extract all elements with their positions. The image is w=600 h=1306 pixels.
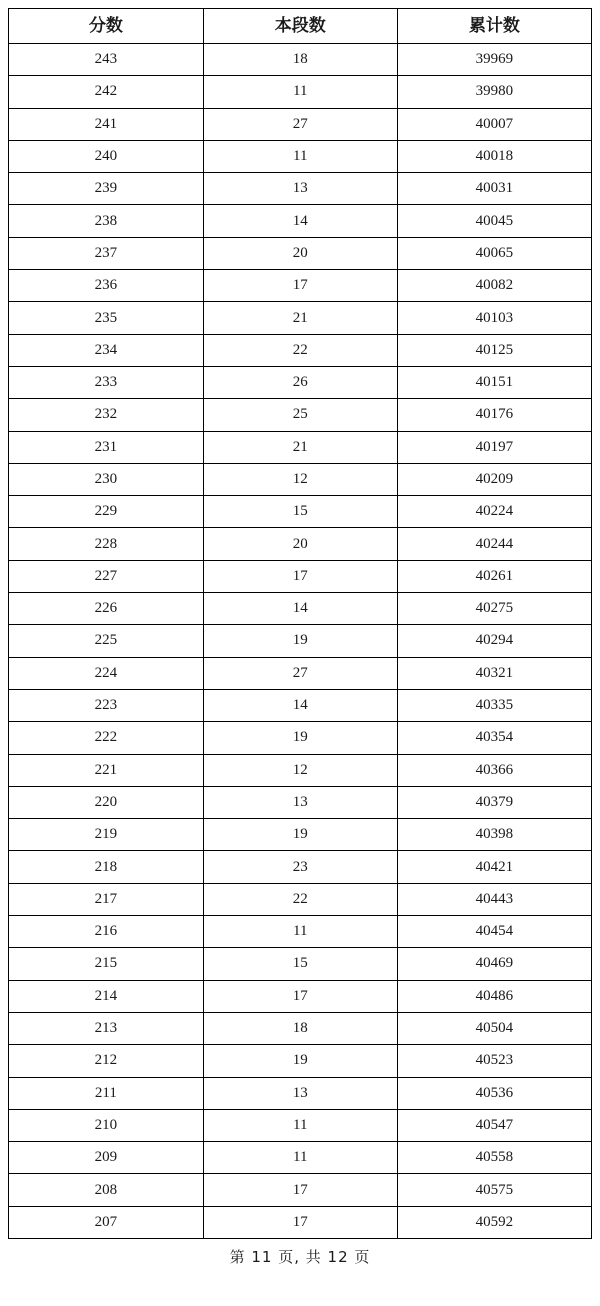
cell-score: 232 — [9, 399, 204, 431]
table-row — [9, 173, 592, 205]
cell-cumulative-count: 40335 — [397, 689, 591, 721]
cell-cumulative-count: 40197 — [397, 431, 591, 463]
cell-segment-count: 11 — [203, 1109, 397, 1141]
table-header-row — [9, 9, 592, 44]
table-row — [9, 270, 592, 302]
cell-cumulative-count: 39980 — [397, 76, 591, 108]
table-row — [9, 948, 592, 980]
cell-segment-count: 19 — [203, 1045, 397, 1077]
column-header-score: 分数 — [9, 9, 204, 44]
table-row — [9, 754, 592, 786]
table-row — [9, 44, 592, 76]
cell-segment-count: 12 — [203, 754, 397, 786]
cell-cumulative-count: 40018 — [397, 140, 591, 172]
cell-cumulative-count: 40421 — [397, 851, 591, 883]
cell-segment-count: 27 — [203, 657, 397, 689]
cell-segment-count: 17 — [203, 270, 397, 302]
cell-cumulative-count: 40469 — [397, 948, 591, 980]
cell-segment-count: 17 — [203, 1174, 397, 1206]
cell-score: 240 — [9, 140, 204, 172]
table-row — [9, 1142, 592, 1174]
cell-score: 225 — [9, 625, 204, 657]
cell-cumulative-count: 40294 — [397, 625, 591, 657]
cell-score: 228 — [9, 528, 204, 560]
table-row — [9, 399, 592, 431]
table-row — [9, 722, 592, 754]
cell-score: 212 — [9, 1045, 204, 1077]
cell-segment-count: 15 — [203, 948, 397, 980]
table-body — [9, 44, 592, 1239]
cell-score: 241 — [9, 108, 204, 140]
cell-segment-count: 18 — [203, 44, 397, 76]
table-row — [9, 657, 592, 689]
table-row — [9, 625, 592, 657]
cell-cumulative-count: 40082 — [397, 270, 591, 302]
cell-cumulative-count: 40125 — [397, 334, 591, 366]
cell-cumulative-count: 40547 — [397, 1109, 591, 1141]
table-row — [9, 302, 592, 334]
cell-segment-count: 21 — [203, 431, 397, 463]
cell-cumulative-count: 40504 — [397, 1012, 591, 1044]
cell-segment-count: 20 — [203, 528, 397, 560]
cell-score: 238 — [9, 205, 204, 237]
table-row — [9, 528, 592, 560]
cell-segment-count: 13 — [203, 786, 397, 818]
cell-score: 227 — [9, 560, 204, 592]
cell-segment-count: 17 — [203, 980, 397, 1012]
cell-segment-count: 13 — [203, 1077, 397, 1109]
table-row — [9, 334, 592, 366]
table-row — [9, 1045, 592, 1077]
cell-cumulative-count: 40224 — [397, 496, 591, 528]
table-row — [9, 1174, 592, 1206]
page-footer: 第 11 页, 共 12 页 — [229, 1247, 371, 1266]
cell-score: 209 — [9, 1142, 204, 1174]
cell-cumulative-count: 40366 — [397, 754, 591, 786]
cell-cumulative-count: 40443 — [397, 883, 591, 915]
cell-score: 242 — [9, 76, 204, 108]
cell-score: 235 — [9, 302, 204, 334]
cell-segment-count: 14 — [203, 689, 397, 721]
table-row — [9, 76, 592, 108]
cell-segment-count: 20 — [203, 237, 397, 269]
cell-cumulative-count: 40536 — [397, 1077, 591, 1109]
cell-score: 237 — [9, 237, 204, 269]
cell-cumulative-count: 40398 — [397, 819, 591, 851]
cell-segment-count: 11 — [203, 916, 397, 948]
score-distribution-table — [8, 8, 592, 1239]
table-row — [9, 980, 592, 1012]
cell-cumulative-count: 40151 — [397, 366, 591, 398]
column-header-cumulative-count: 累计数 — [397, 9, 591, 44]
cell-cumulative-count: 40244 — [397, 528, 591, 560]
cell-segment-count: 14 — [203, 593, 397, 625]
cell-score: 236 — [9, 270, 204, 302]
cell-cumulative-count: 40275 — [397, 593, 591, 625]
cell-score: 224 — [9, 657, 204, 689]
cell-score: 230 — [9, 463, 204, 495]
cell-score: 219 — [9, 819, 204, 851]
cell-score: 215 — [9, 948, 204, 980]
cell-segment-count: 22 — [203, 334, 397, 366]
cell-segment-count: 23 — [203, 851, 397, 883]
cell-segment-count: 22 — [203, 883, 397, 915]
cell-score: 210 — [9, 1109, 204, 1141]
cell-segment-count: 14 — [203, 205, 397, 237]
cell-segment-count: 25 — [203, 399, 397, 431]
cell-score: 223 — [9, 689, 204, 721]
table-row — [9, 496, 592, 528]
cell-segment-count: 11 — [203, 140, 397, 172]
cell-score: 208 — [9, 1174, 204, 1206]
table-row — [9, 916, 592, 948]
table-row — [9, 1077, 592, 1109]
table-row — [9, 851, 592, 883]
cell-segment-count: 17 — [203, 560, 397, 592]
cell-cumulative-count: 40523 — [397, 1045, 591, 1077]
cell-cumulative-count: 40592 — [397, 1206, 591, 1238]
cell-score: 213 — [9, 1012, 204, 1044]
cell-segment-count: 27 — [203, 108, 397, 140]
cell-score: 229 — [9, 496, 204, 528]
cell-segment-count: 18 — [203, 1012, 397, 1044]
cell-cumulative-count: 40454 — [397, 916, 591, 948]
cell-score: 234 — [9, 334, 204, 366]
table-row — [9, 786, 592, 818]
cell-cumulative-count: 40321 — [397, 657, 591, 689]
cell-segment-count: 11 — [203, 76, 397, 108]
cell-score: 243 — [9, 44, 204, 76]
table-row — [9, 108, 592, 140]
table-row — [9, 140, 592, 172]
table-row — [9, 205, 592, 237]
cell-segment-count: 19 — [203, 819, 397, 851]
table-row — [9, 237, 592, 269]
table-row — [9, 431, 592, 463]
cell-score: 222 — [9, 722, 204, 754]
table-row — [9, 463, 592, 495]
table-row — [9, 1109, 592, 1141]
table-row — [9, 366, 592, 398]
cell-score: 217 — [9, 883, 204, 915]
cell-cumulative-count: 40261 — [397, 560, 591, 592]
cell-cumulative-count: 40103 — [397, 302, 591, 334]
cell-cumulative-count: 40007 — [397, 108, 591, 140]
cell-score: 220 — [9, 786, 204, 818]
cell-score: 211 — [9, 1077, 204, 1109]
cell-cumulative-count: 40379 — [397, 786, 591, 818]
table-row — [9, 560, 592, 592]
table-row — [9, 689, 592, 721]
table-row — [9, 819, 592, 851]
cell-cumulative-count: 40176 — [397, 399, 591, 431]
cell-cumulative-count: 39969 — [397, 44, 591, 76]
cell-segment-count: 13 — [203, 173, 397, 205]
cell-cumulative-count: 40575 — [397, 1174, 591, 1206]
cell-score: 214 — [9, 980, 204, 1012]
cell-segment-count: 15 — [203, 496, 397, 528]
cell-segment-count: 21 — [203, 302, 397, 334]
cell-score: 233 — [9, 366, 204, 398]
cell-score: 218 — [9, 851, 204, 883]
cell-score: 226 — [9, 593, 204, 625]
cell-segment-count: 11 — [203, 1142, 397, 1174]
cell-cumulative-count: 40045 — [397, 205, 591, 237]
cell-cumulative-count: 40031 — [397, 173, 591, 205]
cell-score: 231 — [9, 431, 204, 463]
cell-cumulative-count: 40065 — [397, 237, 591, 269]
cell-cumulative-count: 40558 — [397, 1142, 591, 1174]
cell-segment-count: 12 — [203, 463, 397, 495]
cell-score: 221 — [9, 754, 204, 786]
cell-segment-count: 26 — [203, 366, 397, 398]
cell-score: 216 — [9, 916, 204, 948]
table-row — [9, 1012, 592, 1044]
cell-segment-count: 19 — [203, 625, 397, 657]
cell-segment-count: 17 — [203, 1206, 397, 1238]
cell-cumulative-count: 40354 — [397, 722, 591, 754]
table-row — [9, 593, 592, 625]
cell-score: 239 — [9, 173, 204, 205]
table-row — [9, 1206, 592, 1238]
column-header-segment-count: 本段数 — [203, 9, 397, 44]
cell-score: 207 — [9, 1206, 204, 1238]
table-row — [9, 883, 592, 915]
cell-cumulative-count: 40486 — [397, 980, 591, 1012]
cell-segment-count: 19 — [203, 722, 397, 754]
cell-cumulative-count: 40209 — [397, 463, 591, 495]
